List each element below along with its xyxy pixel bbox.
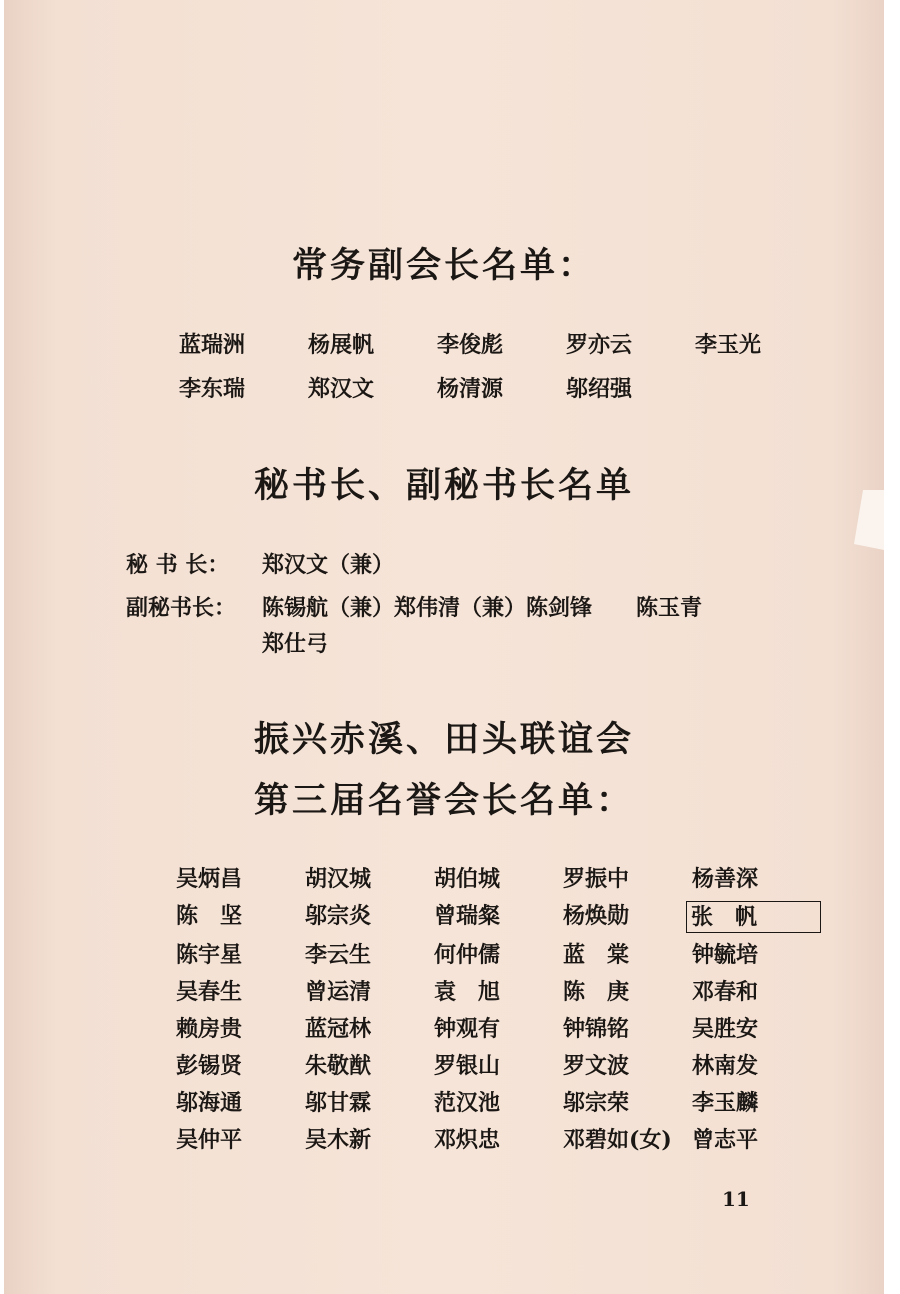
name-entry: 范汉池 [434,1090,501,1116]
document-page [4,0,884,1294]
name-entry: 罗振中 [563,866,630,892]
deputy-secretary-line [126,591,702,622]
name-entry: 曾瑞粲 [434,903,501,929]
name-entry: 罗文波 [563,1053,630,1079]
name-entry: 邬宗炎 [305,903,372,929]
name-entry: 杨展帆 [308,332,375,358]
name-entry: 李东瑞 [179,376,246,402]
name-entry: 钟锦铭 [563,1016,630,1042]
secretary-general-names: 郑汉文（兼） [262,552,395,578]
name-entry: 李俊彪 [437,332,504,358]
name-entry: 邓春和 [692,979,759,1005]
name-entry: 陈宇星 [176,942,243,968]
name-entry: 李玉光 [695,332,762,358]
name-entry: 邬海通 [176,1090,243,1116]
page-number: 11 [722,1187,750,1211]
name-entry: 赖房贵 [176,1016,243,1042]
deputy-secretary-names: 陈锡航（兼）郑伟清（兼）陈剑锋 陈玉青 [262,595,703,621]
name-entry: 钟毓培 [692,942,759,968]
name-entry: 杨清源 [437,376,504,402]
honorary-president-list [176,864,821,1155]
name-entry: 邬甘霖 [305,1090,372,1116]
name-entry: 朱敬猷 [305,1053,372,1079]
name-entry: 郑汉文 [308,376,375,402]
name-entry: 邓炽忠 [434,1127,501,1153]
deputy-secretary-names-continued: 郑仕弓 [262,631,329,657]
name-entry: 陈 庚 [563,979,630,1005]
name-entry: 罗亦云 [566,332,633,358]
name-entry: 吴炳昌 [176,866,243,892]
name-entry: 陈 坚 [176,903,243,929]
name-entry: 杨焕勋 [563,903,630,929]
name-entry: 邓碧如(女) [563,1127,672,1153]
section-title-honorary-line2: 第三届名誉会长名单： [253,780,634,821]
boxed-name: 张 帆 [686,901,821,933]
section-title-standing-vice-presidents: 常务副会长名单： [291,245,596,286]
standing-vice-president-list [179,330,824,404]
name-entry: 罗银山 [434,1053,501,1079]
secretary-general-label: 秘 书 长： [126,552,230,578]
name-entry: 蓝 棠 [563,942,630,968]
name-entry: 李云生 [305,942,372,968]
name-entry: 胡伯城 [434,866,501,892]
name-entry: 何仲儒 [434,942,501,968]
name-entry: 蓝冠林 [305,1016,372,1042]
name-entry: 曾运清 [305,979,372,1005]
name-entry: 邬宗荣 [563,1090,630,1116]
name-entry: 蓝瑞洲 [179,332,246,358]
name-entry: 吴胜安 [692,1016,759,1042]
name-entry-boxed [692,901,821,933]
name-entry: 彭锡贤 [176,1053,243,1079]
section-title-honorary-line1: 振兴赤溪、田头联谊会 [253,719,634,760]
name-entry: 吴春生 [176,979,243,1005]
name-entry: 吴木新 [305,1127,372,1153]
name-entry: 李玉麟 [692,1090,759,1116]
section-title-secretaries: 秘书长、副秘书长名单 [253,465,634,506]
name-entry: 袁 旭 [434,979,501,1005]
name-entry: 吴仲平 [176,1127,243,1153]
name-entry: 林南发 [692,1053,759,1079]
name-entry: 杨善深 [692,866,759,892]
bleed-through-text [154,176,638,207]
name-entry: 邬绍强 [566,376,633,402]
name-entry: 曾志平 [692,1127,759,1153]
secretary-general-line [126,548,394,579]
name-entry: 钟观有 [434,1016,501,1042]
name-entry: 胡汉城 [305,866,372,892]
deputy-secretary-label: 副秘书长： [126,595,237,621]
